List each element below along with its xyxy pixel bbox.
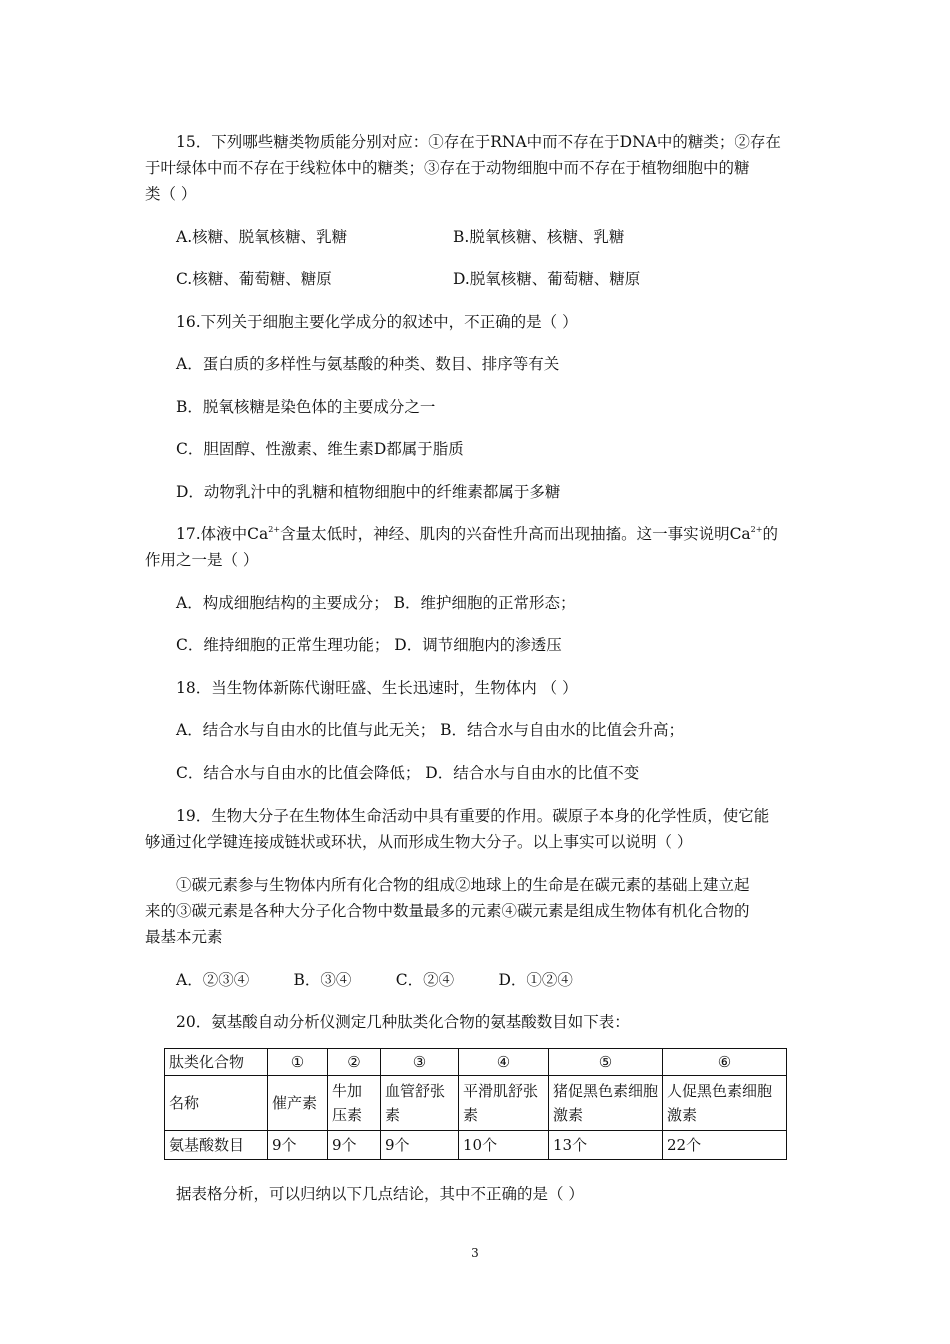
table-header-cell: 氨基酸数目: [165, 1131, 268, 1160]
q19-statements-line2: 来的③碳元素是各种大分子化合物中数量最多的元素④碳元素是组成生物体有机化合物的: [145, 902, 750, 920]
q16-option-a: A．蛋白质的多样性与氨基酸的种类、数目、排序等有关: [176, 355, 560, 373]
q19-options: A．②③④ B．③④ C．②④ D．①②④: [176, 971, 573, 989]
q16-option-d: D．动物乳汁中的乳糖和植物细胞中的纤维素都属于多糖: [176, 483, 561, 501]
table-row: [165, 1076, 787, 1131]
table-cell: ②: [328, 1049, 381, 1076]
table-cell: 9个: [381, 1131, 459, 1160]
q15-option-a: A.核糖、脱氧核糖、乳糖: [176, 228, 348, 246]
q17-text-part1: 17.体液中Ca: [176, 525, 269, 543]
table-cell: 13个: [549, 1131, 663, 1160]
q17-text-part2: 含量太低时，神经、肌肉的兴奋性升高而出现抽搐。这一事实说明Ca: [280, 525, 751, 543]
q20-stem: 20．氨基酸自动分析仪测定几种肽类化合物的氨基酸数目如下表：: [176, 1013, 630, 1031]
q17-stem-line2: 作用之一是（ ）: [145, 551, 259, 569]
q15-option-c: C.核糖、葡萄糖、糖原: [176, 270, 332, 288]
table-cell: 9个: [268, 1131, 328, 1160]
q17-ion-charge-2: 2+: [750, 525, 763, 534]
q18-options-ab: A．结合水与自由水的比值与此无关； B．结合水与自由水的比值会升高；: [176, 721, 685, 739]
q15-stem-line1: 15．下列哪些糖类物质能分别对应：①存在于RNA中而不存在于DNA中的糖类；②存在: [176, 133, 781, 151]
q16-option-c: C．胆固醇、性激素、维生素D都属于脂质: [176, 440, 464, 458]
table-cell: 牛加压素: [328, 1076, 381, 1131]
table-cell: 10个: [459, 1131, 549, 1160]
table-cell: 22个: [663, 1131, 787, 1160]
table-cell: ④: [459, 1049, 549, 1076]
q15-option-b: B.脱氧核糖、核糖、乳糖: [453, 228, 625, 246]
q19-statements-line1: ①碳元素参与生物体内所有化合物的组成②地球上的生命是在碳元素的基础上建立起: [176, 876, 750, 894]
table-cell: 9个: [328, 1131, 381, 1160]
table-cell: ①: [268, 1049, 328, 1076]
q18-stem: 18．当生物体新陈代谢旺盛、生长迅速时，生物体内 （ ）: [176, 679, 578, 697]
q15-option-d: D.脱氧核糖、葡萄糖、糖原: [453, 270, 641, 288]
q20-follow-up: 据表格分析，可以归纳以下几点结论，其中不正确的是（ ）: [176, 1185, 584, 1203]
table-cell: 催产素: [268, 1076, 328, 1131]
amino-acid-table: [164, 1048, 787, 1160]
q15-stem-line2: 于叶绿体中而不存在于线粒体中的糖类；③存在于动物细胞中而不存在于植物细胞中的糖: [145, 159, 750, 177]
table-cell: 血管舒张素: [381, 1076, 459, 1131]
q16-stem: 16.下列关于细胞主要化学成分的叙述中，不正确的是（ ）: [176, 313, 578, 331]
q19-stem-line2: 够通过化学键连接成链状或环状，从而形成生物大分子。以上事实可以说明（ ）: [145, 833, 693, 851]
table-cell: ⑥: [663, 1049, 787, 1076]
q19-statements-line3: 最基本元素: [145, 928, 223, 946]
table-header-cell: 肽类化合物: [165, 1049, 268, 1076]
q19-stem-line1: 19．生物大分子在生物体生命活动中具有重要的作用。碳原子本身的化学性质，使它能: [176, 807, 770, 825]
q17-text-part3: 的: [762, 525, 778, 543]
table-cell: ③: [381, 1049, 459, 1076]
q17-stem-line1: [176, 524, 778, 544]
table-cell: 人促黑色素细胞激素: [663, 1076, 787, 1131]
table-cell: 平滑肌舒张素: [459, 1076, 549, 1131]
q17-options-cd: C．维持细胞的正常生理功能； D．调节细胞内的渗透压: [176, 636, 562, 654]
table-cell: ⑤: [549, 1049, 663, 1076]
q15-stem-line3: 类（ ）: [145, 185, 197, 203]
table-header-cell: 名称: [165, 1076, 268, 1131]
q17-ion-charge-1: 2+: [268, 525, 281, 534]
table-row: [165, 1131, 787, 1160]
q18-options-cd: C．结合水与自由水的比值会降低； D．结合水与自由水的比值不变: [176, 764, 640, 782]
page-number: 3: [471, 1246, 479, 1260]
q17-options-ab: A．构成细胞结构的主要成分； B．维护细胞的正常形态；: [176, 594, 576, 612]
table-cell: 猪促黑色素细胞激素: [549, 1076, 663, 1131]
table-row: [165, 1049, 787, 1076]
q16-option-b: B．脱氧核糖是染色体的主要成分之一: [176, 398, 436, 416]
